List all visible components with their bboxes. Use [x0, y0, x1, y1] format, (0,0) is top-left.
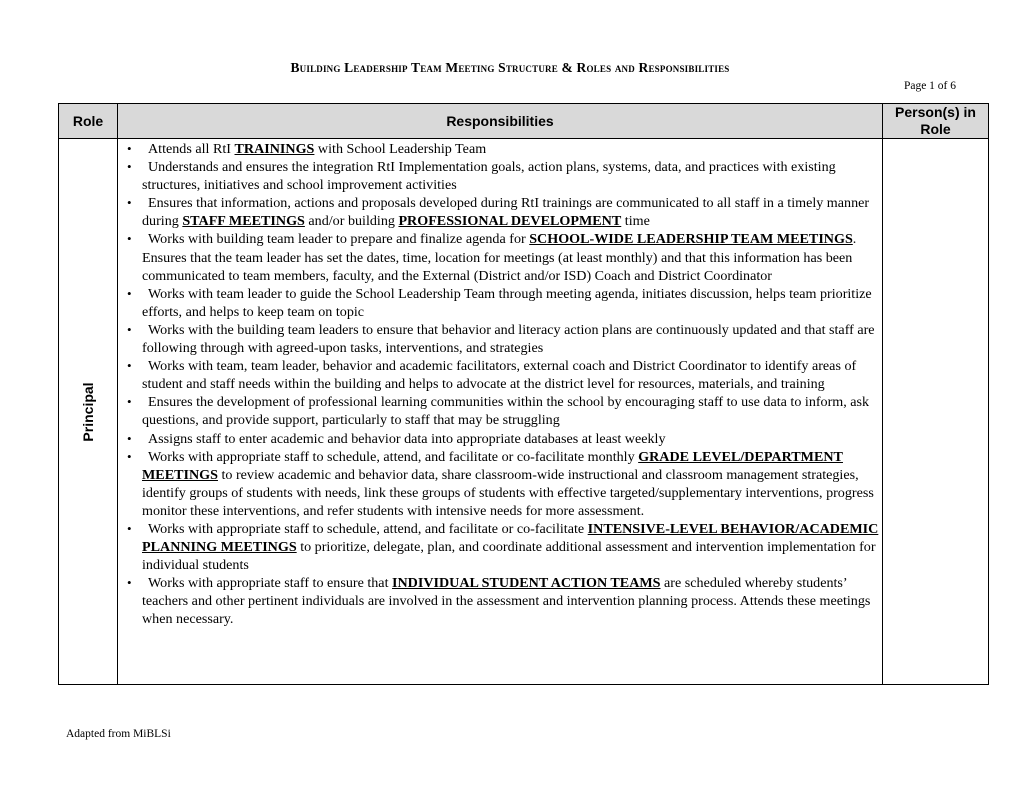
page-number: Page 1 of 6 — [903, 80, 956, 92]
responsibility-text: Assigns staff to enter academic and behavior data into appropriate databases at least weekly — [148, 430, 666, 447]
keyword-meeting-type: PROFESSIONAL DEVELOPMENT — [398, 213, 622, 230]
responsibilities-cell — [118, 139, 883, 685]
role-label: Principal — [80, 381, 96, 442]
responsibility-text: Works with appropriate staff to schedule, attend, and facilitate or co-facilitate monthly — [148, 448, 639, 465]
responsibility-text: are scheduled whereby students’ teachers and other pertinent individuals are involved in the assessment and intervention planning process. Attends these meetings when necessary. — [142, 575, 871, 628]
responsibility-item — [142, 448, 882, 520]
responsibility-item — [142, 393, 882, 429]
document-title: Building Leadership Team Meeting Structure & Roles and Responsibilities — [290, 60, 730, 75]
role-cell — [59, 139, 118, 685]
keyword-meeting-type: INTENSIVE-LEVEL BEHAVIOR/ACADEMIC PLANNING MEETINGS — [142, 520, 879, 556]
responsibility-text: with School Leadership Team — [314, 141, 487, 157]
responsibilities-list — [118, 139, 882, 629]
responsibility-item — [142, 140, 882, 158]
keyword-meeting-type: TRAININGS — [234, 141, 315, 157]
keyword-meeting-type: INDIVIDUAL STUDENT ACTION TEAMS — [392, 575, 661, 592]
responsibility-text: . Ensures that the team leader has set the dates, time, location for meetings (at least monthly) and that this information has been communicated to team members, faculty, and the External (District and/or ISD) Coach and District Coordinator — [142, 231, 857, 284]
responsibility-text: Works with team leader to guide the School Leadership Team through meeting agenda, initiates discussion, helps team prioritize efforts, and helps to keep team on topic — [142, 285, 872, 320]
responsibility-item — [142, 430, 882, 448]
column-header-responsibilities: Responsibilities — [118, 104, 883, 139]
responsibility-item — [142, 574, 882, 628]
responsibility-text: Works with the building team leaders to ensure that behavior and literacy action plans are continuously updated and that staff are following through with agreed-upon tasks, interventions, and strategies — [142, 321, 875, 357]
responsibility-text: Works with appropriate staff to schedule, attend, and facilitate or co-facilitate — [148, 520, 588, 537]
responsibility-text: Works with team, team leader, behavior and academic facilitators, external coach and District Coordinator to identify areas of student and staff needs within the building and helps to advocate at the district level for resources, materials, and training — [142, 358, 857, 393]
persons-cell — [883, 139, 989, 685]
roles-table — [58, 103, 989, 685]
responsibility-text: Ensures that information, actions and proposals developed during RtI trainings are communicated to all staff in a timely manner during — [142, 195, 870, 230]
keyword-meeting-type: STAFF MEETINGS — [182, 213, 305, 230]
responsibility-text: Attends all RtI — [148, 141, 235, 157]
responsibility-text: and/or building — [304, 213, 399, 230]
responsibility-item — [142, 230, 882, 284]
keyword-meeting-type: GRADE LEVEL/DEPARTMENT MEETINGS — [142, 448, 843, 483]
responsibility-text: to review academic and behavior data, share classroom-wide instructional and classroom management strategies, identify groups of students with needs, link these groups of students with effective targeted/supplementary interventions, progress monitor these interventions, and refer students with intensive needs for more assessment. — [142, 466, 874, 519]
responsibility-item — [142, 158, 882, 194]
responsibility-text: Works with appropriate staff to ensure that — [148, 575, 393, 592]
responsibility-item — [142, 285, 882, 321]
column-header-persons: Person(s) in Role — [883, 104, 989, 139]
footer-credit: Adapted from MiBLSi — [66, 728, 171, 740]
responsibility-item — [142, 321, 882, 357]
responsibility-item — [142, 520, 882, 574]
table-row — [59, 139, 989, 685]
responsibility-item — [142, 357, 882, 393]
responsibility-text: Understands and ensures the integration RtI Implementation goals, action plans, systems, data, and practices with existing structures, initiatives and school improvement activities — [142, 159, 836, 194]
responsibility-text: time — [621, 213, 650, 230]
responsibility-text: Works with building team leader to prepare and finalize agenda for — [148, 231, 530, 248]
responsibility-text: Ensures the development of professional learning communities within the school by encouraging staff to use data to inform, ask questions, and provide support, particularly to staff that may be struggling — [142, 394, 870, 429]
keyword-meeting-type: SCHOOL-WIDE LEADERSHIP TEAM MEETINGS — [529, 231, 853, 248]
column-header-role: Role — [59, 104, 118, 139]
responsibility-item — [142, 194, 882, 230]
table-header-row — [59, 104, 989, 139]
responsibility-text: to prioritize, delegate, plan, and coordinate additional assessment and intervention implementation for individual students — [142, 539, 876, 574]
